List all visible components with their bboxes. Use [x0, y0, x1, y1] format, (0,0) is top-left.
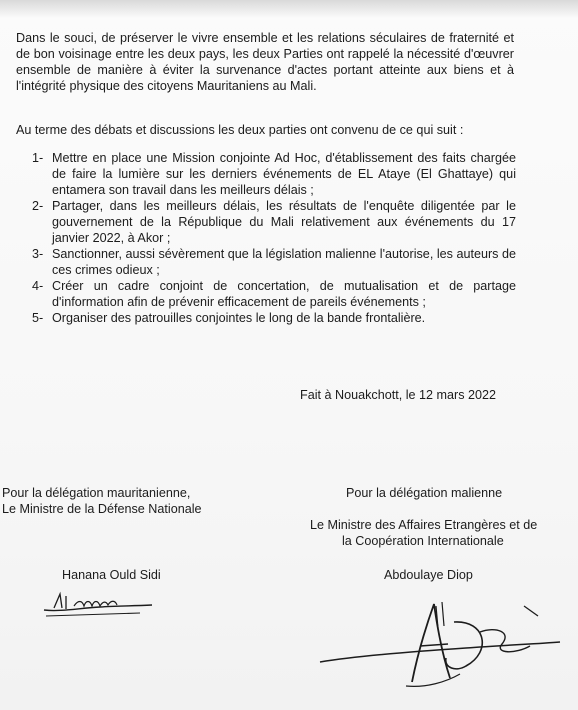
list-item: 3- Sanctionner, aussi sévèrement que la législation malienne l'autorise, les auteurs de ces crimes odieux ;: [32, 247, 516, 277]
list-item: 2- Partager, dans les meilleurs délais, les résultats de l'enquête diligentée par le gouvernement de la République du Mali relativement aux événements du 17 janvier 2022, à Akor ;: [32, 199, 516, 245]
top-shadow: [0, 0, 578, 18]
right-minister-title-2: la Coopération Internationale: [342, 534, 504, 548]
right-minister-title-1: Le Ministre des Affaires Etrangères et de: [310, 518, 538, 532]
left-delegation-label: Pour la délégation mauritanienne,: [2, 486, 191, 500]
agreement-list: [16, 150, 516, 326]
left-signatory-name: Hanana Ould Sidi: [62, 568, 161, 582]
left-minister-title: Le Ministre de la Défense Nationale: [2, 502, 202, 516]
right-signatory-name: Abdoulaye Diop: [384, 568, 473, 582]
list-item: 1- Mettre en place une Mission conjointe Ad Hoc, d'établissement des faits chargée de faire la lumière sur les derniers événements de EL Ataye (El Ghattaye) qui entamera son travail dans les meilleurs délais ;: [32, 151, 516, 197]
place-date: Fait à Nouakchott, le 12 mars 2022: [300, 388, 497, 402]
left-signature: [40, 588, 160, 624]
right-signature: [316, 582, 566, 702]
paragraph-intro: Dans le souci, de préserver le vivre ensemble et les relations séculaires de fraternité et de bon voisinage entre les deux pays, les deux Parties ont rappelé la nécessité d'œuvrer ensemble de manière à éviter la survenance d'actes portant atteinte aux biens et à l'intégrité physique des citoyens Mauritaniens au Mali.: [16, 31, 514, 93]
list-item: 5- Organiser des patrouilles conjointes le long de la bande frontalière.: [32, 311, 426, 325]
paragraph-agreement: Au terme des débats et discussions les deux parties ont convenu de ce qui suit :: [16, 123, 464, 137]
list-item: 4- Créer un cadre conjoint de concertation, de mutualisation et de partage d'information afin de prévenir efficacement de pareils événements ;: [32, 279, 516, 309]
right-delegation-label: Pour la délégation malienne: [346, 486, 503, 500]
